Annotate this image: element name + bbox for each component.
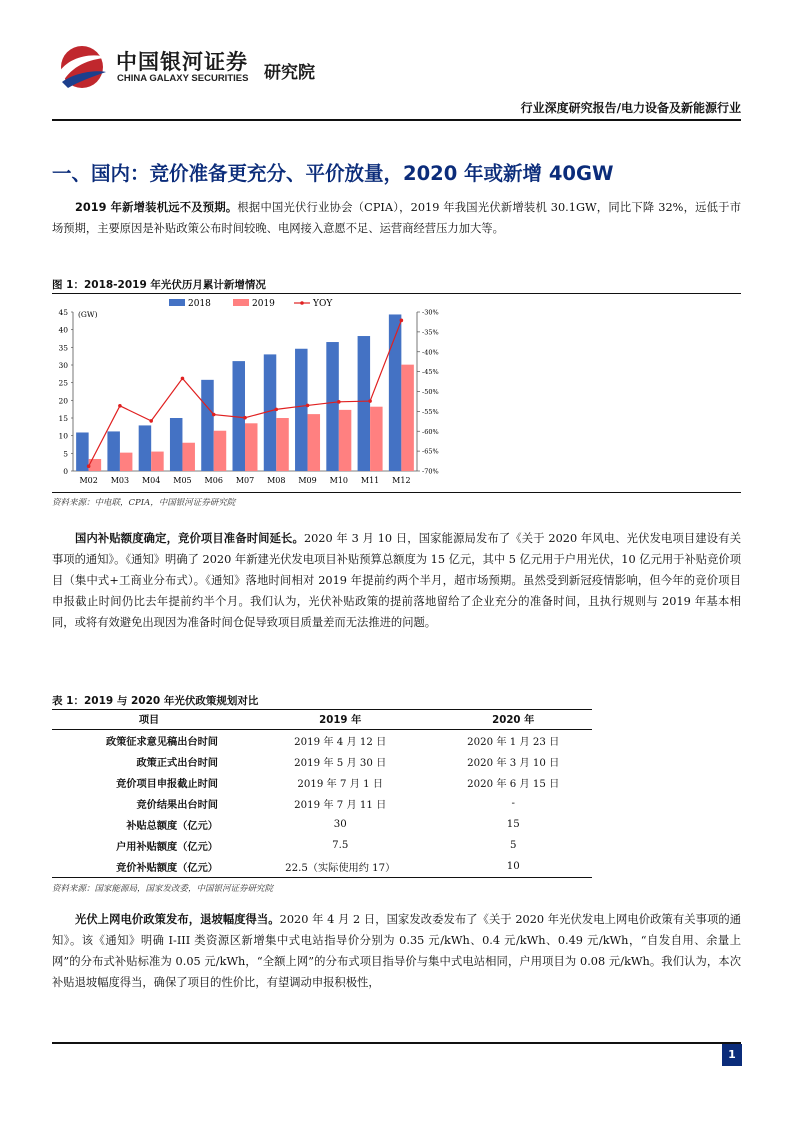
bar-2019-M05	[182, 443, 195, 471]
y-right-tick-label: -45%	[422, 368, 439, 377]
table-cell: 2019 年 5 月 30 日	[294, 758, 387, 769]
legend-label-yoy: YOY	[313, 299, 333, 309]
yoy-point-M05	[181, 377, 185, 381]
table-cell: 竞价补贴额度（亿元）	[52, 856, 246, 878]
table-cell: 2020 年 6 月 15 日	[467, 779, 560, 790]
brand-name-cn: 中国银河证券	[116, 50, 248, 74]
legend-swatch-2019	[233, 299, 249, 306]
yoy-point-M04	[149, 419, 153, 423]
table-header-2019: 2019 年	[246, 708, 434, 730]
x-tick-label: M07	[235, 476, 255, 485]
table-cell: 2020 年 3 月 10 日	[467, 758, 560, 769]
table-cell: 22.5（实际使用约 17）	[246, 856, 434, 878]
bar-2018-M10	[326, 342, 339, 471]
table-header-item: 项目	[52, 708, 246, 730]
y-right-tick-label: -55%	[422, 407, 439, 416]
bar-2019-M03	[120, 453, 133, 471]
paragraph-2-lead: 国内补贴额度确定，竞价项目准备时间延长。	[75, 532, 304, 545]
y-left-tick-label: 20	[58, 396, 68, 406]
x-tick-label: M05	[173, 476, 192, 485]
table-row	[52, 730, 592, 752]
bar-2019-M07	[245, 423, 258, 471]
x-tick-label: M09	[298, 476, 317, 485]
x-tick-label: M06	[204, 476, 223, 485]
cumulative-installs-chart	[52, 296, 452, 492]
yoy-point-M07	[243, 416, 247, 420]
bar-2019-M11	[370, 407, 383, 471]
y-right-tick-label: -50%	[422, 388, 439, 396]
y-right-tick-label: -60%	[422, 427, 439, 436]
table-row	[52, 793, 592, 814]
table-cell: 2019 年 7 月 11 日	[294, 800, 387, 811]
y-left-tick-label: 35	[58, 343, 68, 353]
table-header-row	[52, 708, 592, 730]
figure-source: 资料来源：中电联，CPIA，中国银河证券研究院	[52, 498, 236, 508]
y-left-tick-label: 15	[58, 414, 68, 423]
y-right-tick-label: -30%	[422, 308, 439, 317]
bar-2019-M08	[276, 418, 289, 471]
bar-2018-M11	[358, 336, 371, 471]
table-source: 资料来源：国家能源局，国家发改委，中国银河证券研究院	[52, 884, 274, 894]
table-cell: 补贴总额度（亿元）	[126, 821, 218, 832]
table-caption: 表 1：2019 与 2020 年光伏政策规划对比	[52, 695, 259, 707]
table-cell: 10	[434, 856, 592, 878]
x-tick-label: M08	[267, 476, 286, 485]
table-cell: 2020 年 1 月 23 日	[467, 737, 560, 748]
brand-name-en: CHINA GALAXY SECURITIES	[117, 73, 249, 84]
table-cell: 15	[506, 819, 520, 830]
bar-2018-M06	[201, 380, 214, 471]
table-row	[52, 751, 592, 772]
paragraph-3	[52, 909, 741, 993]
yoy-point-M12	[400, 319, 404, 323]
legend-label-2019: 2019	[252, 299, 275, 309]
table-row	[52, 814, 592, 835]
bar-2019-M10	[339, 410, 352, 471]
table-cell: 2019 年 4 月 12 日	[294, 737, 387, 748]
bar-2018-M09	[295, 349, 308, 471]
y-right-tick-label: -65%	[422, 447, 439, 456]
bar-2019-M02	[89, 459, 102, 471]
x-tick-label: M03	[110, 476, 130, 485]
bar-2018-M02	[76, 432, 89, 471]
galaxy-logo-icon	[54, 42, 110, 92]
x-tick-label: M12	[392, 476, 411, 485]
x-tick-label: M02	[79, 476, 98, 485]
bar-2018-M03	[107, 431, 120, 471]
yoy-point-M11	[368, 399, 372, 403]
header-divider	[52, 119, 741, 121]
yoy-point-M08	[274, 408, 278, 412]
figure-bottom-rule	[52, 492, 741, 493]
bar-2019-M06	[214, 431, 227, 471]
table-header-2020: 2020 年	[434, 708, 592, 730]
bar-2019-M04	[151, 452, 164, 471]
y-left-tick-label: 25	[58, 378, 68, 388]
table-row	[52, 772, 592, 793]
paragraph-3-body: 2020 年 4 月 2 日，国家发改委发布了《关于 2020 年光伏发电上网电价政策有关事项的通知》。该《通知》明确 I-III 类资源区新增集中式电站指导价分别为 0.35 元/kWh、0.4 元/kWh、0.49 元/kWh，“自发自用、余量上网”的分布式补贴标准为 0.05 元/kWh，“全额上网”的分布式项目指导价与集中式电站相同，户用项目为 0.08 元/kWh。我们认为，本次补贴退坡幅度得当，确保了项目的性价比，有望调动申报积极性，	[52, 913, 741, 989]
y-left-tick-label: 10	[58, 431, 68, 441]
figure-caption: 图 1：2018-2019 年光伏历月累计新增情况	[52, 279, 266, 291]
footer-divider	[52, 1042, 741, 1044]
table-cell: 7.5	[332, 840, 349, 851]
yoy-point-M10	[337, 400, 341, 404]
y-right-tick-label: -40%	[422, 348, 439, 357]
table-cell: 5	[509, 840, 517, 851]
yoy-point-M09	[306, 404, 310, 408]
figure-caption-rule	[52, 293, 741, 294]
policy-comparison-table	[52, 708, 592, 878]
bar-2019-M12	[401, 365, 414, 471]
y-left-tick-label: 40	[58, 325, 68, 335]
table-cell: 政策正式出台时间	[136, 758, 218, 769]
y-left-tick-label: 5	[63, 449, 68, 459]
y-right-tick-label: -35%	[422, 328, 439, 337]
table-cell: 竞价项目申报截止时间	[116, 779, 218, 790]
bar-2019-M09	[308, 414, 321, 471]
paragraph-2-body: 2020 年 3 月 10 日，国家能源局发布了《关于 2020 年风电、光伏发电项目建设有关事项的通知》。《通知》明确了 2020 年新建光伏发电项目补贴预算总额度为 15 亿元，其中 5 亿元用于户用光伏，10 亿元用于补贴竞价项目（集中式+工商业分布式）。《通知》落地时间相对 2019 年提前约两个半月，超市场预期。虽然受到新冠疫情影响，但今年的竞价项目申报截止时间仍比去年提前约半个月。我们认为，光伏补贴政策的提前落地留给了企业充分的准备时间，且执行规则与 2019 年基本相同，或将有效避免出现因为准备时间仓促导致项目质量差而无法推进的问题。	[52, 532, 741, 629]
yoy-point-M06	[212, 413, 216, 417]
institute-label: 研究院	[264, 63, 315, 83]
table-cell: 2019 年 7 月 1 日	[297, 779, 384, 790]
yoy-point-M03	[118, 404, 122, 408]
x-tick-label: M11	[360, 476, 380, 485]
y-left-tick-label: 0	[63, 467, 68, 476]
table-cell: 政策征求意见稿出台时间	[105, 737, 218, 748]
paragraph-2	[52, 528, 741, 633]
y-left-tick-label: 30	[58, 361, 68, 370]
section-title: 一、国内：竞价准备更充分、平价放量，2020 年或新增 40GW	[52, 162, 614, 185]
yoy-point-M02	[87, 464, 91, 468]
table-row	[52, 856, 592, 878]
y-unit-label: (GW)	[78, 310, 98, 319]
x-tick-label: M10	[329, 476, 349, 485]
paragraph-1-lead: 2019 年新增装机远不及预期。	[75, 201, 238, 214]
legend-marker-yoy	[300, 301, 304, 305]
paragraph-3-lead: 光伏上网电价政策发布，退坡幅度得当。	[75, 913, 280, 926]
bar-2018-M05	[170, 418, 183, 471]
table-cell: 户用补贴额度（亿元）	[116, 842, 218, 853]
report-type: 行业深度研究报告/电力设备及新能源行业	[520, 101, 741, 115]
table-cell: 竞价结果出台时间	[136, 800, 218, 811]
legend-swatch-2018	[169, 299, 185, 306]
legend-label-2018: 2018	[188, 299, 211, 309]
bar-2018-M04	[139, 425, 152, 471]
x-tick-label: M04	[141, 476, 161, 485]
y-right-tick-label: -70%	[422, 467, 439, 476]
table-row	[52, 835, 592, 856]
table-cell: -	[511, 798, 515, 809]
page-number: 1	[722, 1044, 742, 1066]
y-left-tick-label: 45	[58, 308, 68, 317]
paragraph-1-body: 根据中国光伏行业协会（CPIA），2019 年我国光伏新增装机 30.1GW，同比下降 32%，远低于市场预期，主要原因是补贴政策公布时间较晚、电网接入意愿不足、运营商经营压力加大等。	[52, 201, 741, 235]
paragraph-1	[52, 197, 741, 239]
table-cell: 30	[333, 819, 347, 830]
